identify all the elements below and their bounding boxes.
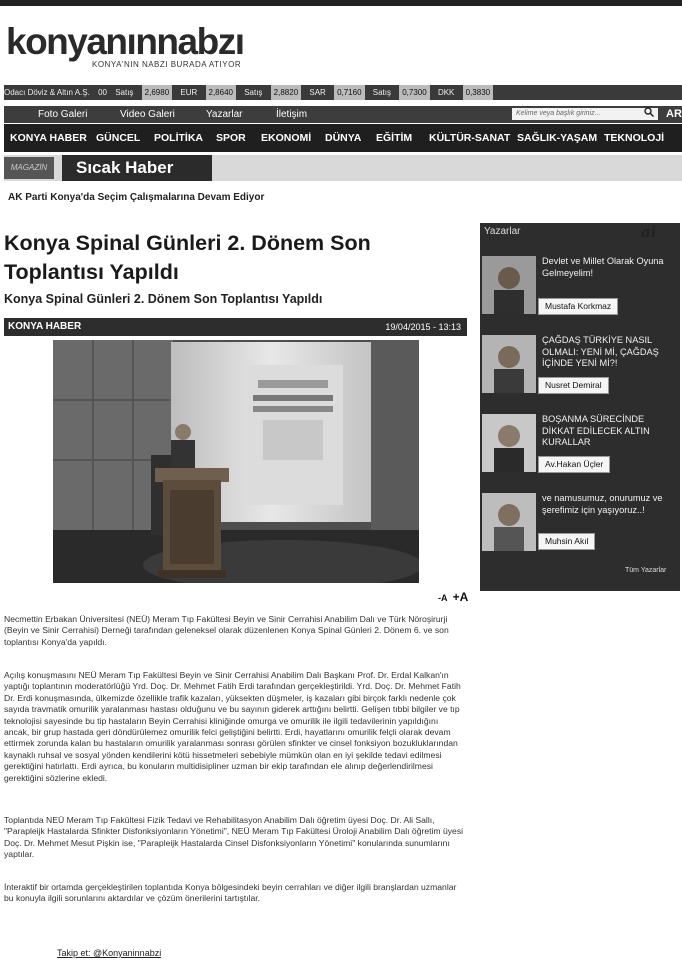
author-card[interactable] xyxy=(480,333,680,405)
article-paragraph: Toplantıda NEÜ Meram Tıp Fakültesi Fizik Tedavi ve Rehabilitasyon Anabilim Dalı öğretim üyesi Doç. Dr. Ali Sallı, "Parapleijk Hastalarda Sfinkter Disfonksiyonların Yönetimi", NEÜ Meram Tıp Fakültesi Üroloji Anabilim Dalı öğretim üyesi Doç. Dr. Mehmet Mesut Pişkin ise, "Parapleijk Hastalarda Cinsel Disfonksiyonların Yönetimi" konularında sunumlarını yaptılar. xyxy=(4,815,464,860)
top-nav xyxy=(4,106,682,123)
ticker-label: SAR xyxy=(309,88,326,97)
nav-saglik-yasam[interactable]: SAĞLIK-YAŞAM xyxy=(517,132,598,144)
author-photo-drawing xyxy=(482,256,536,314)
ticker-label: Satış xyxy=(244,88,263,97)
ticker-value: 2,6980 xyxy=(142,85,172,100)
nav-ekonomi[interactable]: EKONOMİ xyxy=(261,132,312,144)
font-size-controls xyxy=(436,590,468,604)
font-decrease-button[interactable]: -A xyxy=(438,593,448,603)
site-slogan: KONYA'NIN NABZI BURADA ATIYOR xyxy=(92,60,242,69)
article-paragraph: İnteraktif bir ortamda gerçekleştirilen toplantıda Konya bölgesindeki beyin cerrahları ve diğer ilgili branşlardan uzmanlar bu konuyla ilgili sorunlarını aktardılar ve çözüm önerilerini tartıştılar. xyxy=(4,882,457,904)
article-date: 19/04/2015 - 13:13 xyxy=(385,322,461,332)
nav-kultur-sanat[interactable]: KÜLTÜR-SANAT xyxy=(429,132,511,144)
ticker-label: EUR xyxy=(180,88,198,97)
ticker-value: 2,8640 xyxy=(206,85,236,100)
all-authors-link[interactable]: Tüm Yazarlar xyxy=(625,567,667,574)
hot-news-tag[interactable]: MAGAZİN xyxy=(4,157,54,179)
currency-ticker xyxy=(4,85,682,100)
nav-video-galeri[interactable]: Video Galeri xyxy=(120,109,175,120)
hot-news-bar xyxy=(4,155,682,181)
article-photo xyxy=(53,340,419,583)
hot-news-headline[interactable]: AK Parti Konya'da Seçim Çalışmalarına Devam Ediyor xyxy=(8,192,265,203)
follow-link[interactable]: Takip et: @Konyaninnabzi xyxy=(57,948,162,958)
author-article-title[interactable]: ve namusumuz, onurumuz ve şerefimiz için yaşıyoruz..! xyxy=(542,493,663,515)
author-photo-drawing xyxy=(482,414,536,472)
author-card[interactable] xyxy=(480,491,680,563)
ticker-label: Odacı Döviz & Altın A.Ş. xyxy=(4,88,90,97)
author-card[interactable] xyxy=(480,254,680,326)
ticker-value: 0,3830 xyxy=(463,85,493,100)
article-paragraph: Açılış konuşmasını NEÜ Meram Tıp Fakültesi Beyin ve Sinir Cerrahisi Anabilim Dalı Başkanı Prof. Dr. Erdal Kalkan'ın yaptığı toplantının moderatörlüğü Yrd. Doç. Dr. Mehmet Fatih Erdi tarafından gerçekleştirildi. Yrd. Doç. Dr. Mehmet Fatih Dr. Erdi konuşmasında, ülkemizde özellikle trafik kazaları, yüksekten düşmeler, iş kazaları gibi birçok farklı nedenle çok sayıda travmatik omurilik yaralanması hastası olduğunu ve bu sayının giderek arttığını belirtti. Gelişen tıbbi bilgiler ve tıp teknolojisi sayesinde bu tip hastaların Beyin Cerrahisi kliniğinde omurga ve omurilik ile ilgili tedavilerinin yapıldığını ancak, bir grup hastada geri döndürülemez omurilik felci geliştiğini belirtti. Erdi, hayatlarını omurilik felçli olarak devam ettirmek zorunda kalan bu hastaların omurilik yaralanması sonrası görülen sfinkter ve cinsel fonksiyon bozukluklarından kaynaklı ruhsal ve sosyal yönden kendilerini kötü hissetmeleri sebebiyle mümkün olan en iyi şekilde tedavi edilmesi gerektiğini hatırlattı. Erdi ayrıca, bu konuların multidisipliner uzman bir ekip tarafından ele alınıp değerlendirilmesi gerektiğini sözlerine ekledi. xyxy=(4,670,461,783)
nav-dunya[interactable]: DÜNYA xyxy=(325,132,362,144)
nav-iletisim[interactable]: İletişim xyxy=(276,109,308,120)
author-photo-drawing xyxy=(482,493,536,551)
author-photo[interactable] xyxy=(482,256,536,314)
sidebar-heading: Yazarlar xyxy=(484,226,521,237)
author-card[interactable] xyxy=(480,412,680,484)
sidebar-signature-mark: ai xyxy=(641,223,657,241)
nav-spor[interactable]: SPOR xyxy=(216,132,246,144)
ticker-label: Satış xyxy=(115,88,134,97)
author-photo[interactable] xyxy=(482,414,536,472)
search-input[interactable]: Kelime veya başlık giriniz... xyxy=(512,108,658,120)
ticker-label: Satış xyxy=(372,88,391,97)
author-article-title[interactable]: Devlet ve Millet Olarak Oyuna Gelmeyelim! xyxy=(542,256,664,278)
article-subtitle: Konya Spinal Günleri 2. Dönem Son Toplantısı Yapıldı xyxy=(4,292,323,306)
language-switch[interactable]: AR xyxy=(666,108,682,120)
ticker-value: 00 xyxy=(98,88,107,97)
author-photo-drawing xyxy=(482,335,536,393)
article-title: Konya Spinal Günleri 2. Dönem Son Toplantısı Yapıldı xyxy=(4,231,371,284)
nav-konya-haber[interactable]: KONYA HABER xyxy=(10,132,87,144)
nav-guncel[interactable]: GÜNCEL xyxy=(96,132,141,144)
authors-sidebar xyxy=(480,223,680,591)
nav-egitim[interactable]: EĞİTİM xyxy=(376,132,413,144)
nav-yazarlar[interactable]: Yazarlar xyxy=(206,109,243,120)
site-logo[interactable]: konyanınnabzı xyxy=(6,21,244,62)
ticker-value: 2,8820 xyxy=(271,85,301,100)
search-icon[interactable] xyxy=(644,107,654,117)
author-name[interactable]: Mustafa Korkmaz xyxy=(538,298,618,315)
font-increase-button[interactable]: +A xyxy=(452,590,469,604)
author-name[interactable]: Av.Hakan Üçler xyxy=(538,456,610,473)
top-border xyxy=(0,0,682,6)
article-photo-drawing xyxy=(53,340,419,583)
ticker-value: 0,7160 xyxy=(334,85,364,100)
main-nav xyxy=(4,124,682,152)
article-category[interactable]: KONYA HABER xyxy=(8,321,82,332)
author-article-title[interactable]: BOŞANMA SÜRECİNDE DİKKAT EDİLECEK ALTIN KURALLAR xyxy=(542,414,650,447)
nav-teknoloji[interactable]: TEKNOLOJİ xyxy=(604,132,665,144)
hot-news-title: Sıcak Haber xyxy=(62,155,212,181)
author-photo[interactable] xyxy=(482,493,536,551)
article-paragraph: Necmettin Erbakan Üniversitesi (NEÜ) Meram Tıp Fakültesi Beyin ve Sinir Cerrahisi Anabilim Dalı ve Türk Nöroşirurji (Beyin ve Sinir Cerrahisi) Derneği tarafından geleneksel olarak düzenlenen Konya Spinal Günleri 2. Dönem 6. ve son toplantısı Konya'da yapıldı. xyxy=(4,614,449,647)
article-meta-bar xyxy=(4,318,467,336)
author-name[interactable]: Nusret Demiral xyxy=(538,377,609,394)
author-photo[interactable] xyxy=(482,335,536,393)
author-name[interactable]: Muhsin Akıl xyxy=(538,533,595,550)
ticker-label: DKK xyxy=(437,88,455,97)
author-article-title[interactable]: ÇAĞDAŞ TÜRKİYE NASIL OLMALI: YENİ Mİ, ÇAĞDAŞ İÇİNDE YENİ Mİ?! xyxy=(542,335,659,368)
nav-foto-galeri[interactable]: Foto Galeri xyxy=(38,109,88,120)
nav-politika[interactable]: POLİTİKA xyxy=(154,132,203,144)
ticker-value: 0,7300 xyxy=(399,85,429,100)
